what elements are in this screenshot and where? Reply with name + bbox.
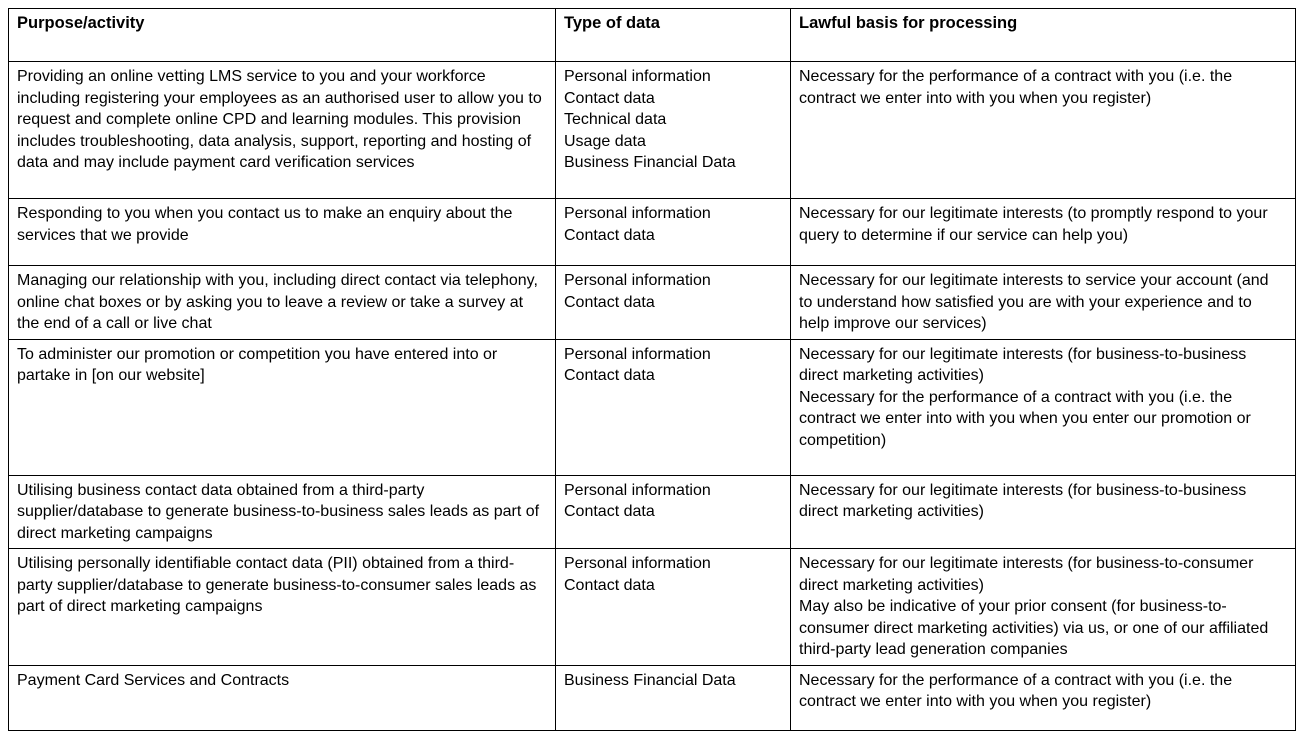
data-type-line: Contact data <box>564 576 655 594</box>
lawful-basis-cell <box>791 62 1296 199</box>
lawful-basis-line: Necessary for our legitimate interests (for business-to-business direct marketing activities) <box>799 481 1247 520</box>
lawful-basis-line: Necessary for the performance of a contract with you (i.e. the contract we enter into with you when you enter our promotion or competition) <box>799 388 1251 449</box>
data-type-line: Personal information <box>564 481 711 499</box>
data-types-cell <box>556 549 791 666</box>
data-type-line: Personal information <box>564 68 711 85</box>
data-type-line: Usage data <box>564 132 646 150</box>
table-row <box>9 665 1296 730</box>
table-body <box>9 62 1296 731</box>
lawful-basis-cell <box>791 665 1296 730</box>
data-type-line: Personal information <box>564 272 711 289</box>
data-type-line: Business Financial Data <box>564 671 736 689</box>
lawful-basis-table <box>8 8 1296 731</box>
purpose-cell: Providing an online vetting LMS service to you and your workforce including registering your employees as an authorised user to allow you to request and complete online CPD and learning modules. This provision includes troubleshooting, data analysis, support, reporting and hosting of data and may include payment card verification services <box>9 62 556 199</box>
lawful-basis-line: Necessary for the performance of a contract with you (i.e. the contract we enter into with you when you register) <box>799 671 1233 710</box>
lawful-basis-cell <box>791 339 1296 475</box>
table-row <box>9 199 1296 266</box>
purpose-cell: To administer our promotion or competition you have entered into or partake in [on our website] <box>9 339 556 475</box>
data-type-line: Technical data <box>564 111 667 128</box>
data-types-cell <box>556 199 791 266</box>
lawful-basis-cell <box>791 199 1296 266</box>
purpose-cell: Utilising business contact data obtained from a third-party supplier/database to generate business-to-business sales leads as part of direct marketing campaigns <box>9 475 556 549</box>
lawful-basis-line: Necessary for the performance of a contract with you (i.e. the contract we enter into with you when you register) <box>799 68 1233 107</box>
data-types-cell <box>556 266 791 340</box>
header-row <box>9 9 1296 62</box>
data-types-cell <box>556 62 791 199</box>
purpose-cell: Payment Card Services and Contracts <box>9 665 556 730</box>
lawful-basis-line: Necessary for our legitimate interests (to promptly respond to your query to determine if our service can help you) <box>799 205 1268 244</box>
data-types-cell <box>556 339 791 475</box>
data-type-line: Contact data <box>564 226 655 244</box>
column-header-lawful-basis: Lawful basis for processing <box>791 9 1296 62</box>
data-type-line: Personal information <box>564 345 711 363</box>
data-type-line: Contact data <box>564 367 655 384</box>
data-type-line: Contact data <box>564 293 655 311</box>
table-row <box>9 62 1296 199</box>
lawful-basis-cell <box>791 475 1296 549</box>
lawful-basis-line: Necessary for our legitimate interests (for business-to-business direct marketing activities) <box>799 345 1247 384</box>
lawful-basis-line: May also be indicative of your prior consent (for business-to-consumer direct marketing activities) via us, or one of our affiliated third-party lead generation companies <box>799 598 1269 658</box>
data-type-line: Contact data <box>564 89 655 107</box>
data-types-cell <box>556 665 791 730</box>
table-row <box>9 266 1296 340</box>
lawful-basis-line: Necessary for our legitimate interests (for business-to-consumer direct marketing activities) <box>799 555 1254 594</box>
table-row <box>9 339 1296 475</box>
table-row <box>9 475 1296 549</box>
lawful-basis-cell <box>791 266 1296 340</box>
data-type-line: Personal information <box>564 555 711 572</box>
purpose-cell: Utilising personally identifiable contact data (PII) obtained from a third-party supplier/database to generate business-to-consumer sales leads as part of direct marketing campaigns <box>9 549 556 666</box>
data-type-line: Personal information <box>564 205 711 222</box>
data-type-line: Business Financial Data <box>564 154 736 171</box>
purpose-cell: Managing our relationship with you, including direct contact via telephony, online chat boxes or by asking you to leave a review or take a survey at the end of a call or live chat <box>9 266 556 340</box>
data-types-cell <box>556 475 791 549</box>
lawful-basis-cell <box>791 549 1296 666</box>
column-header-type-of-data: Type of data <box>556 9 791 62</box>
data-type-line: Contact data <box>564 503 655 520</box>
table-row <box>9 549 1296 666</box>
lawful-basis-line: Necessary for our legitimate interests to service your account (and to understand how satisfied you are with your experience and to help improve our services) <box>799 272 1269 332</box>
purpose-cell: Responding to you when you contact us to make an enquiry about the services that we provide <box>9 199 556 266</box>
column-header-purpose: Purpose/activity <box>9 9 556 62</box>
